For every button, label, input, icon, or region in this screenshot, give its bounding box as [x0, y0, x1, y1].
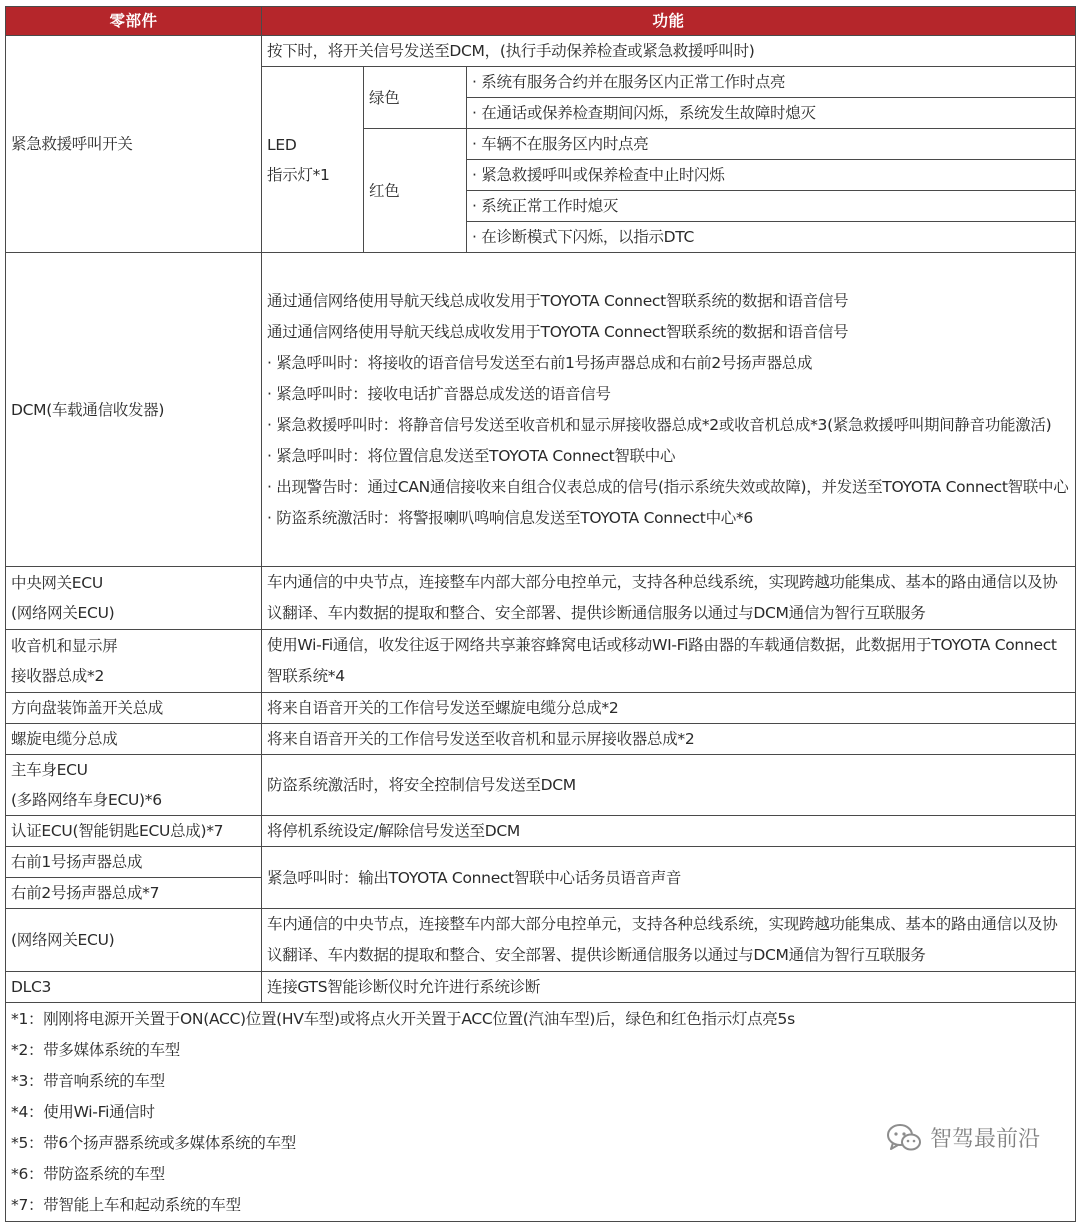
watermark [886, 1122, 1040, 1153]
part-dcm: DCM(车载通信收发器) [6, 253, 262, 567]
footnotes-row [6, 1003, 1076, 1222]
network-gateway-text [262, 909, 1076, 972]
sos-line1: 按下时，将开关信号发送至DCM，(执行手动保养检查或紧急救援呼叫时) [262, 36, 1076, 67]
table-row [6, 630, 1076, 693]
dcm-line: · 防盗系统激活时：将警报喇叭鸣响信息发送至TOYOTA Connect中心*6 [267, 508, 753, 527]
footnote: *1：刚刚将电源开关置于ON(ACC)位置(HV车型)或将点火开关置于ACC位置(汽油车型)后，绿色和红色指示灯点亮5s [11, 1009, 795, 1028]
led-green: 绿色 [364, 67, 467, 129]
table-row [6, 36, 1076, 67]
network-gateway-desc: 车内通信的中央节点，连接整车内部大部分电控单元，支持各种总线系统，实现跨越功能集成、基本的路由通信以及协议翻译、车内数据的提取和整合、安全部署、提供诊断通信服务以通过与DCM通信为智行互联服务 [267, 915, 1058, 964]
part-body-ecu [6, 755, 262, 816]
dcm-line: · 紧急救援呼叫时：将静音信号发送至收音机和显示屏接收器总成*2或收音机总成*3(紧急救援呼叫期间静音功能激活) [267, 415, 1052, 434]
body-ecu-name-1: 主车身ECU [11, 761, 88, 779]
led-red: 红色 [364, 129, 467, 253]
table-row [6, 972, 1076, 1003]
dcm-line: 通过通信网络使用导航天线总成收发用于TOYOTA Connect智联系统的数据和语音信号 [267, 322, 849, 341]
footnote: *4：使用Wi-Fi通信时 [11, 1102, 155, 1121]
table-row [6, 724, 1076, 755]
part-sos-switch: 紧急救援呼叫开关 [6, 36, 262, 253]
part-radio-display [6, 630, 262, 693]
table-row [6, 847, 1076, 878]
part-cert-ecu: 认证ECU(智能钥匙ECU总成)*7 [6, 816, 262, 847]
dcm-line: · 紧急呼叫时：将位置信息发送至TOYOTA Connect智联中心 [267, 446, 676, 465]
dcm-functions [262, 253, 1076, 567]
dcm-line: · 紧急呼叫时：接收电话扩音器总成发送的语音信号 [267, 384, 611, 403]
steering-pad-text: 将来自语音开关的工作信号发送至螺旋电缆分总成*2 [262, 693, 1076, 724]
part-central-gateway [6, 567, 262, 630]
table-header-row [6, 7, 1076, 36]
dcm-line: 通过通信网络使用导航天线总成收发用于TOYOTA Connect智联系统的数据和语音信号 [267, 291, 849, 310]
red-item: · 车辆不在服务区内时点亮 [467, 129, 1076, 160]
part-speaker-1: 右前1号扬声器总成 [6, 847, 262, 878]
body-ecu-name-2: (多路网络车身ECU)*6 [11, 791, 162, 809]
table-row [6, 816, 1076, 847]
led-label [262, 67, 364, 253]
spiral-cable-text: 将来自语音开关的工作信号发送至收音机和显示屏接收器总成*2 [262, 724, 1076, 755]
header-part: 零部件 [6, 7, 262, 36]
red-item: · 系统正常工作时熄灭 [467, 191, 1076, 222]
central-gateway-name-1: 中央网关ECU [11, 574, 103, 592]
radio-text [262, 630, 1076, 693]
green-item: · 在通话或保养检查期间闪烁，系统发生故障时熄灭 [467, 98, 1076, 129]
red-item: · 在诊断模式下闪烁，以指示DTC [467, 222, 1076, 253]
central-gateway-text [262, 567, 1076, 630]
part-speaker-2: 右前2号扬声器总成*7 [6, 878, 262, 909]
led-label-2: 指示灯*1 [267, 165, 330, 184]
table-row [6, 567, 1076, 630]
footnote: *5：带6个扬声器系统或多媒体系统的车型 [11, 1133, 296, 1152]
footnotes [6, 1003, 1076, 1222]
footnote: *7：带智能上车和起动系统的车型 [11, 1195, 241, 1214]
dcm-line: · 出现警告时：通过CAN通信接收来自组合仪表总成的信号(指示系统失效或故障)，并发送至TOYOTA Connect智联中心 [267, 477, 1069, 496]
footnote: *6：带防盗系统的车型 [11, 1164, 165, 1183]
central-gateway-name-2: (网络网关ECU) [11, 604, 115, 622]
radio-name-1: 收音机和显示屏 [11, 637, 118, 655]
wechat-icon [886, 1123, 922, 1153]
table-row [6, 253, 1076, 567]
part-spiral-cable: 螺旋电缆分总成 [6, 724, 262, 755]
footnote: *2：带多媒体系统的车型 [11, 1040, 181, 1059]
green-item: · 系统有服务合约并在服务区内正常工作时点亮 [467, 67, 1076, 98]
radio-desc: 使用Wi-Fi通信，收发往返于网络共享兼容蜂窝电话或移动WI-Fi路由器的车载通信数据，此数据用于TOYOTA Connect智联系统*4 [267, 636, 1057, 685]
dlc3-text: 连接GTS智能诊断仪时允许进行系统诊断 [262, 972, 1076, 1003]
footnote: *3：带音响系统的车型 [11, 1071, 165, 1090]
body-ecu-text: 防盗系统激活时，将安全控制信号发送至DCM [262, 755, 1076, 816]
table-row [6, 909, 1076, 972]
central-gateway-desc: 车内通信的中央节点，连接整车内部大部分电控单元，支持各种总线系统，实现跨越功能集成、基本的路由通信以及协议翻译、车内数据的提取和整合、安全部署、提供诊断通信服务以通过与DCM通信为智行互联服务 [267, 573, 1058, 622]
speakers-text: 紧急呼叫时：输出TOYOTA Connect智联中心话务员语音声音 [262, 847, 1076, 909]
watermark-text: 智驾最前沿 [929, 1127, 1040, 1152]
cert-ecu-text: 将停机系统设定/解除信号发送至DCM [262, 816, 1076, 847]
dcm-line: · 紧急呼叫时：将接收的语音信号发送至右前1号扬声器总成和右前2号扬声器总成 [267, 353, 813, 372]
header-function: 功能 [262, 7, 1076, 36]
spec-table [5, 6, 1076, 1222]
table-row [6, 755, 1076, 816]
part-steering-pad: 方向盘装饰盖开关总成 [6, 693, 262, 724]
part-network-gateway: (网络网关ECU) [6, 909, 262, 972]
part-dlc3: DLC3 [6, 972, 262, 1003]
radio-name-2: 接收器总成*2 [11, 667, 105, 685]
red-item: · 紧急救援呼叫或保养检查中止时闪烁 [467, 160, 1076, 191]
led-label-1: LED [267, 135, 297, 154]
table-row [6, 693, 1076, 724]
